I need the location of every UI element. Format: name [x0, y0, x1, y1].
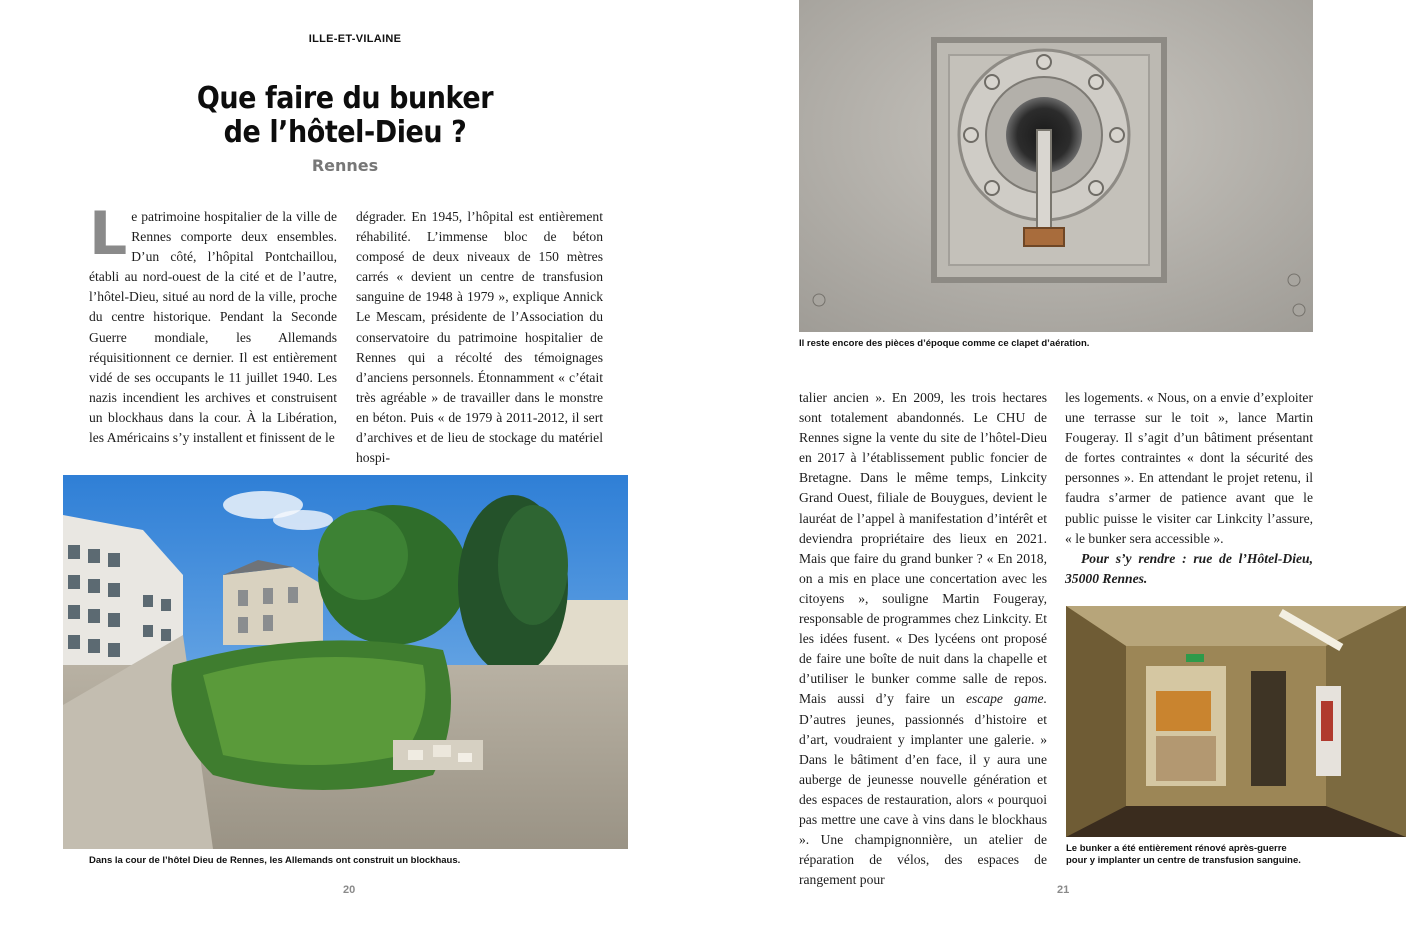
- practical-info: Pour s’y rendre : rue de l’Hôtel-Dieu, 35000 Rennes.: [1065, 550, 1313, 586]
- left-column-1: [89, 199, 337, 448]
- page-number-left: 20: [343, 884, 356, 896]
- right-col2-text: les logements. « Nous, on a envie d’exploiter une terrasse sur le toit », lance Martin Fougeray. Il s’agit d’un bâtiment présentant de fortes contraintes « dont la sécurité des personnes ». En attendant le projet retenu, il faudra s’armer de patience avant que le public puisse le visiter car Linkcity l’assure, « le bunker sera accessible ».: [1065, 390, 1313, 546]
- article-title: [152, 82, 539, 150]
- bunker-corridor-caption: Le bunker a été entièrement rénové après-guerre pour y implanter un centre de transfusion sanguine.: [1066, 843, 1301, 866]
- courtyard-photo-caption: Dans la cour de l’hôtel Dieu de Rennes, les Allemands ont construit un blockhaus.: [89, 855, 461, 866]
- courtyard-photo: [63, 475, 628, 849]
- title-line-1: Que faire du bunker: [196, 81, 494, 116]
- vent-valve-caption: Il reste encore des pièces d’époque comme ce clapet d’aération.: [799, 338, 1090, 349]
- title-line-2: de l’hôtel-Dieu ?: [223, 115, 467, 150]
- vent-valve-photo: [799, 0, 1313, 332]
- right-col1-italic: escape game.: [965, 691, 1047, 707]
- left-col2-text: dégrader. En 1945, l’hôpital est entièrement réhabilité. L’immense bloc de béton composé de deux niveaux de 150 mètres carrés « devient un centre de transfusion sanguine de 1948 à 1979 », explique Annick Le Mescam, présidente de l’Association du conservatoire du patrimoine hospitalier de Rennes qui a récolté des témoignages d’anciens personnels. Étonnamment « c’était très agréable » de travailler dans le monstre en béton. Puis « de 1979 à 2011-2012, il sert d’archives et de lieu de stockage du matériel hospi-: [356, 209, 603, 466]
- article-location: Rennes: [311, 156, 379, 175]
- right-column-1: [799, 388, 1047, 890]
- page-number-right: 21: [1057, 884, 1070, 896]
- dropcap: L: [89, 199, 128, 269]
- bunker-corridor-photo: [1066, 606, 1406, 837]
- right-column-2: [1065, 388, 1313, 589]
- right-col1-text-a: talier ancien ». En 2009, les trois hectares sont totalement abandonnés. Le CHU de Rennes signe la vente du site de l’hôtel-Dieu en 2017 à l’établissement public foncier de Bretagne. Dans le même temps, Linkcity Grand Ouest, filiale de Bouygues, devient le lauréat de l’appel à manifestation d’intérêt et deviendra propriétaire des lieux en 2021. Mais que faire du grand bunker ? « En 2018, on a mis en place une concertation avec les citoyens », souligne Martin Fougeray, responsable de programmes chez Linkcity. Et les idées fusent. « Des lycéens ont proposé de faire une boîte de nuit dans la chapelle et d’utiliser le bunker comme salle de repos. Mais aussi d’y faire un: [799, 390, 1047, 707]
- left-column-2: [356, 207, 603, 468]
- section-tag: ILLE-ET-VILAINE: [308, 33, 402, 45]
- right-col1-text-b: D’autres jeunes, passionnés d’histoire et d’art, voudraient y implanter une galerie. » Dans le bâtiment d’en face, il y aura une auberge de jeunesse nouvelle génération et des espaces de restauration, alors « pourquoi pas mettre une cave à vins dans le blockhaus ». Une champignonnière, un atelier de réparation de vélos, des espaces de rangement pour: [799, 711, 1047, 888]
- left-col1-text: e patrimoine hospitalier de la ville de Rennes comporte deux ensembles. D’un côté, l’hôpital Pontchaillou, établi au nord-ouest de la cité et de l’autre, l’hôtel-Dieu, situé au nord de la ville, proche du centre historique. Pendant la Seconde Guerre mondiale, les Allemands réquisitionnent ce dernier. Il est entièrement vidé de ses occupants le 11 juillet 1940. Les nazis incendient les archives et construisent un blockhaus dans la cour. À la Libération, les Américains s’y installent et finissent de le: [89, 209, 337, 446]
